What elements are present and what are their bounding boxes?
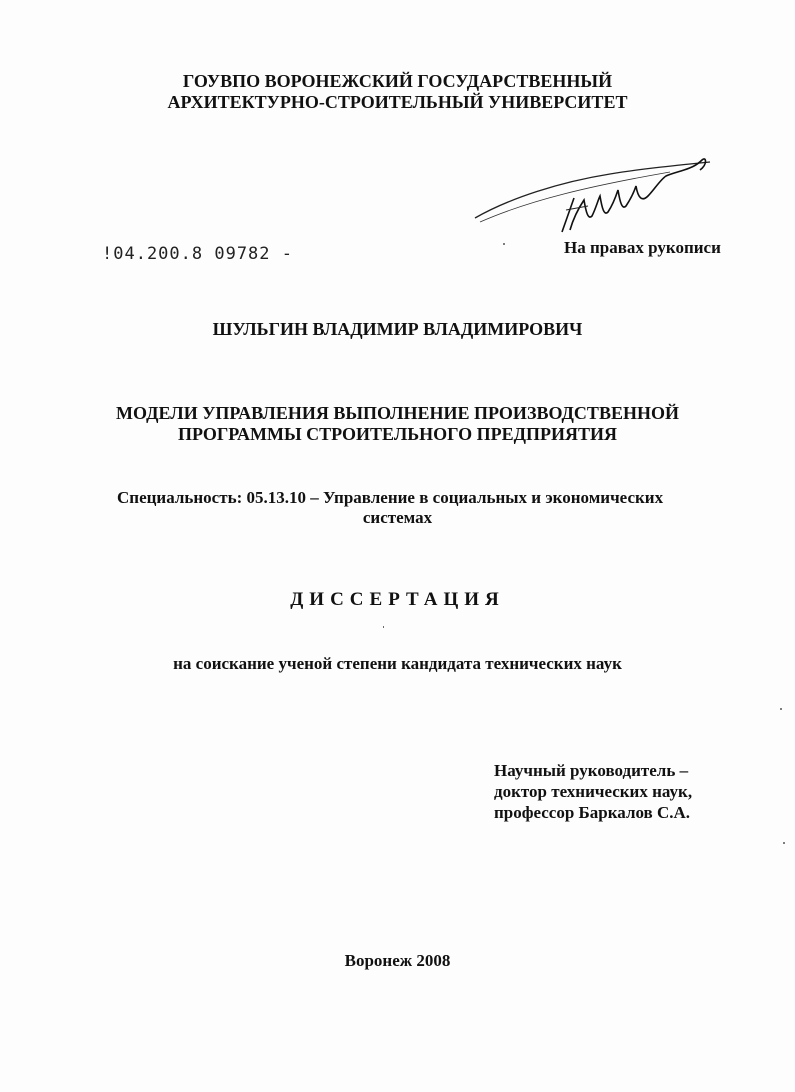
specialty-line2: системах bbox=[362, 508, 433, 527]
supervisor-line1: Научный руководитель – bbox=[494, 761, 689, 780]
university-name-line2: АРХИТЕКТУРНО-СТРОИТЕЛЬНЫЙ УНИВЕРСИТЕТ bbox=[167, 92, 628, 112]
scan-speck bbox=[783, 842, 785, 844]
degree-statement: на соискание ученой степени кандидата технических наук bbox=[173, 654, 622, 673]
rights-note: На правах рукописи bbox=[564, 238, 721, 257]
author-name: ШУЛЬГИН ВЛАДИМИР ВЛАДИМИРОВИЧ bbox=[212, 319, 583, 339]
signature-image bbox=[470, 150, 730, 240]
specialty-line1: Специальность: 05.13.10 – Управление в социальных и экономических bbox=[117, 488, 664, 507]
scan-speck bbox=[780, 708, 782, 710]
thesis-title-line1: МОДЕЛИ УПРАВЛЕНИЯ ВЫПОЛНЕНИЕ ПРОИЗВОДСТВЕННОЙ bbox=[116, 403, 679, 423]
thesis-title-line2: ПРОГРАММЫ СТРОИТЕЛЬНОГО ПРЕДПРИЯТИЯ bbox=[177, 424, 618, 444]
scan-speck bbox=[503, 243, 505, 245]
city-year: Воронеж 2008 bbox=[344, 951, 451, 970]
supervisor-line2: доктор технических наук, bbox=[494, 782, 693, 801]
university-name-line1: ГОУВПО ВОРОНЕЖСКИЙ ГОСУДАРСТВЕННЫЙ bbox=[182, 71, 613, 91]
scan-speck bbox=[383, 626, 384, 628]
supervisor-line3: профессор Баркалов С.А. bbox=[494, 803, 691, 822]
document-type: ДИССЕРТАЦИЯ bbox=[290, 589, 505, 610]
registration-number: !04.200.8 09782 - bbox=[102, 244, 293, 264]
